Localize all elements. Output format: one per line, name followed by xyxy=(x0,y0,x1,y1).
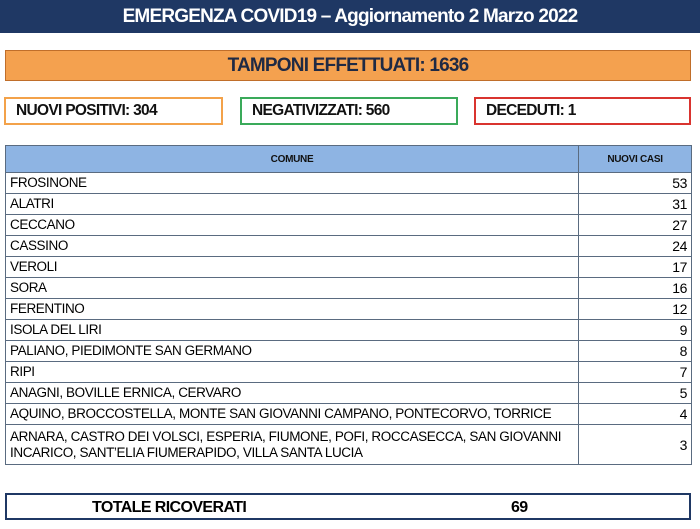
casi-cell: 17 xyxy=(579,257,692,278)
comune-cell: ALATRI xyxy=(6,194,579,215)
comune-cell: CASSINO xyxy=(6,236,579,257)
table-header-row xyxy=(6,146,692,173)
negativizzati-box xyxy=(240,97,458,125)
table-row xyxy=(6,404,692,425)
casi-cell: 3 xyxy=(579,425,692,465)
negativizzati-label: NEGATIVIZZATI: 560 xyxy=(252,102,390,119)
casi-cell: 16 xyxy=(579,278,692,299)
nuovi-positivi-box xyxy=(4,97,223,125)
page-title: EMERGENZA COVID19 – Aggiornamento 2 Marzo 2022 xyxy=(122,5,578,27)
casi-cell: 53 xyxy=(579,173,692,194)
comune-cell: RIPI xyxy=(6,362,579,383)
table-row xyxy=(6,362,692,383)
tamponi-label: TAMPONI EFFETTUATI: 1636 xyxy=(227,54,469,76)
page-header xyxy=(0,0,700,33)
casi-cell: 4 xyxy=(579,404,692,425)
tamponi-banner xyxy=(5,50,691,81)
table-row xyxy=(6,236,692,257)
casi-cell: 31 xyxy=(579,194,692,215)
totale-ricoverati-box xyxy=(5,493,691,520)
comuni-table xyxy=(5,145,692,465)
comune-cell: FROSINONE xyxy=(6,173,579,194)
comune-cell: FERENTINO xyxy=(6,299,579,320)
comune-cell: CECCANO xyxy=(6,215,579,236)
totale-ricoverati-label: TOTALE RICOVERATI xyxy=(92,499,247,516)
table-row xyxy=(6,173,692,194)
comune-cell: SORA xyxy=(6,278,579,299)
nuovi-positivi-label: NUOVI POSITIVI: 304 xyxy=(16,102,157,119)
table-row xyxy=(6,299,692,320)
table-row xyxy=(6,341,692,362)
casi-cell: 24 xyxy=(579,236,692,257)
casi-cell: 12 xyxy=(579,299,692,320)
totale-ricoverati-value: 69 xyxy=(511,499,528,516)
column-header-comune: COMUNE xyxy=(6,146,579,173)
table-row xyxy=(6,257,692,278)
casi-cell: 8 xyxy=(579,341,692,362)
comune-cell: ANAGNI, BOVILLE ERNICA, CERVARO xyxy=(6,383,579,404)
casi-cell: 5 xyxy=(579,383,692,404)
deceduti-box xyxy=(474,97,691,125)
casi-cell: 7 xyxy=(579,362,692,383)
comune-cell: VEROLI xyxy=(6,257,579,278)
table-row xyxy=(6,383,692,404)
casi-cell: 9 xyxy=(579,320,692,341)
table-row xyxy=(6,278,692,299)
table-row xyxy=(6,425,692,465)
comune-cell: ARNARA, CASTRO DEI VOLSCI, ESPERIA, FIUMONE, POFI, ROCCASECCA, SAN GIOVANNI INCARICO, SANT’ELIA FIUMERAPIDO, VILLA SANTA LUCIA xyxy=(6,425,579,465)
comune-cell: AQUINO, BROCCOSTELLA, MONTE SAN GIOVANNI CAMPANO, PONTECORVO, TORRICE xyxy=(6,404,579,425)
deceduti-label: DECEDUTI: 1 xyxy=(486,102,576,119)
table-row xyxy=(6,215,692,236)
table-row xyxy=(6,320,692,341)
table-row xyxy=(6,194,692,215)
casi-cell: 27 xyxy=(579,215,692,236)
comune-cell: ISOLA DEL LIRI xyxy=(6,320,579,341)
comune-cell: PALIANO, PIEDIMONTE SAN GERMANO xyxy=(6,341,579,362)
column-header-nuovi-casi: NUOVI CASI xyxy=(579,146,692,173)
